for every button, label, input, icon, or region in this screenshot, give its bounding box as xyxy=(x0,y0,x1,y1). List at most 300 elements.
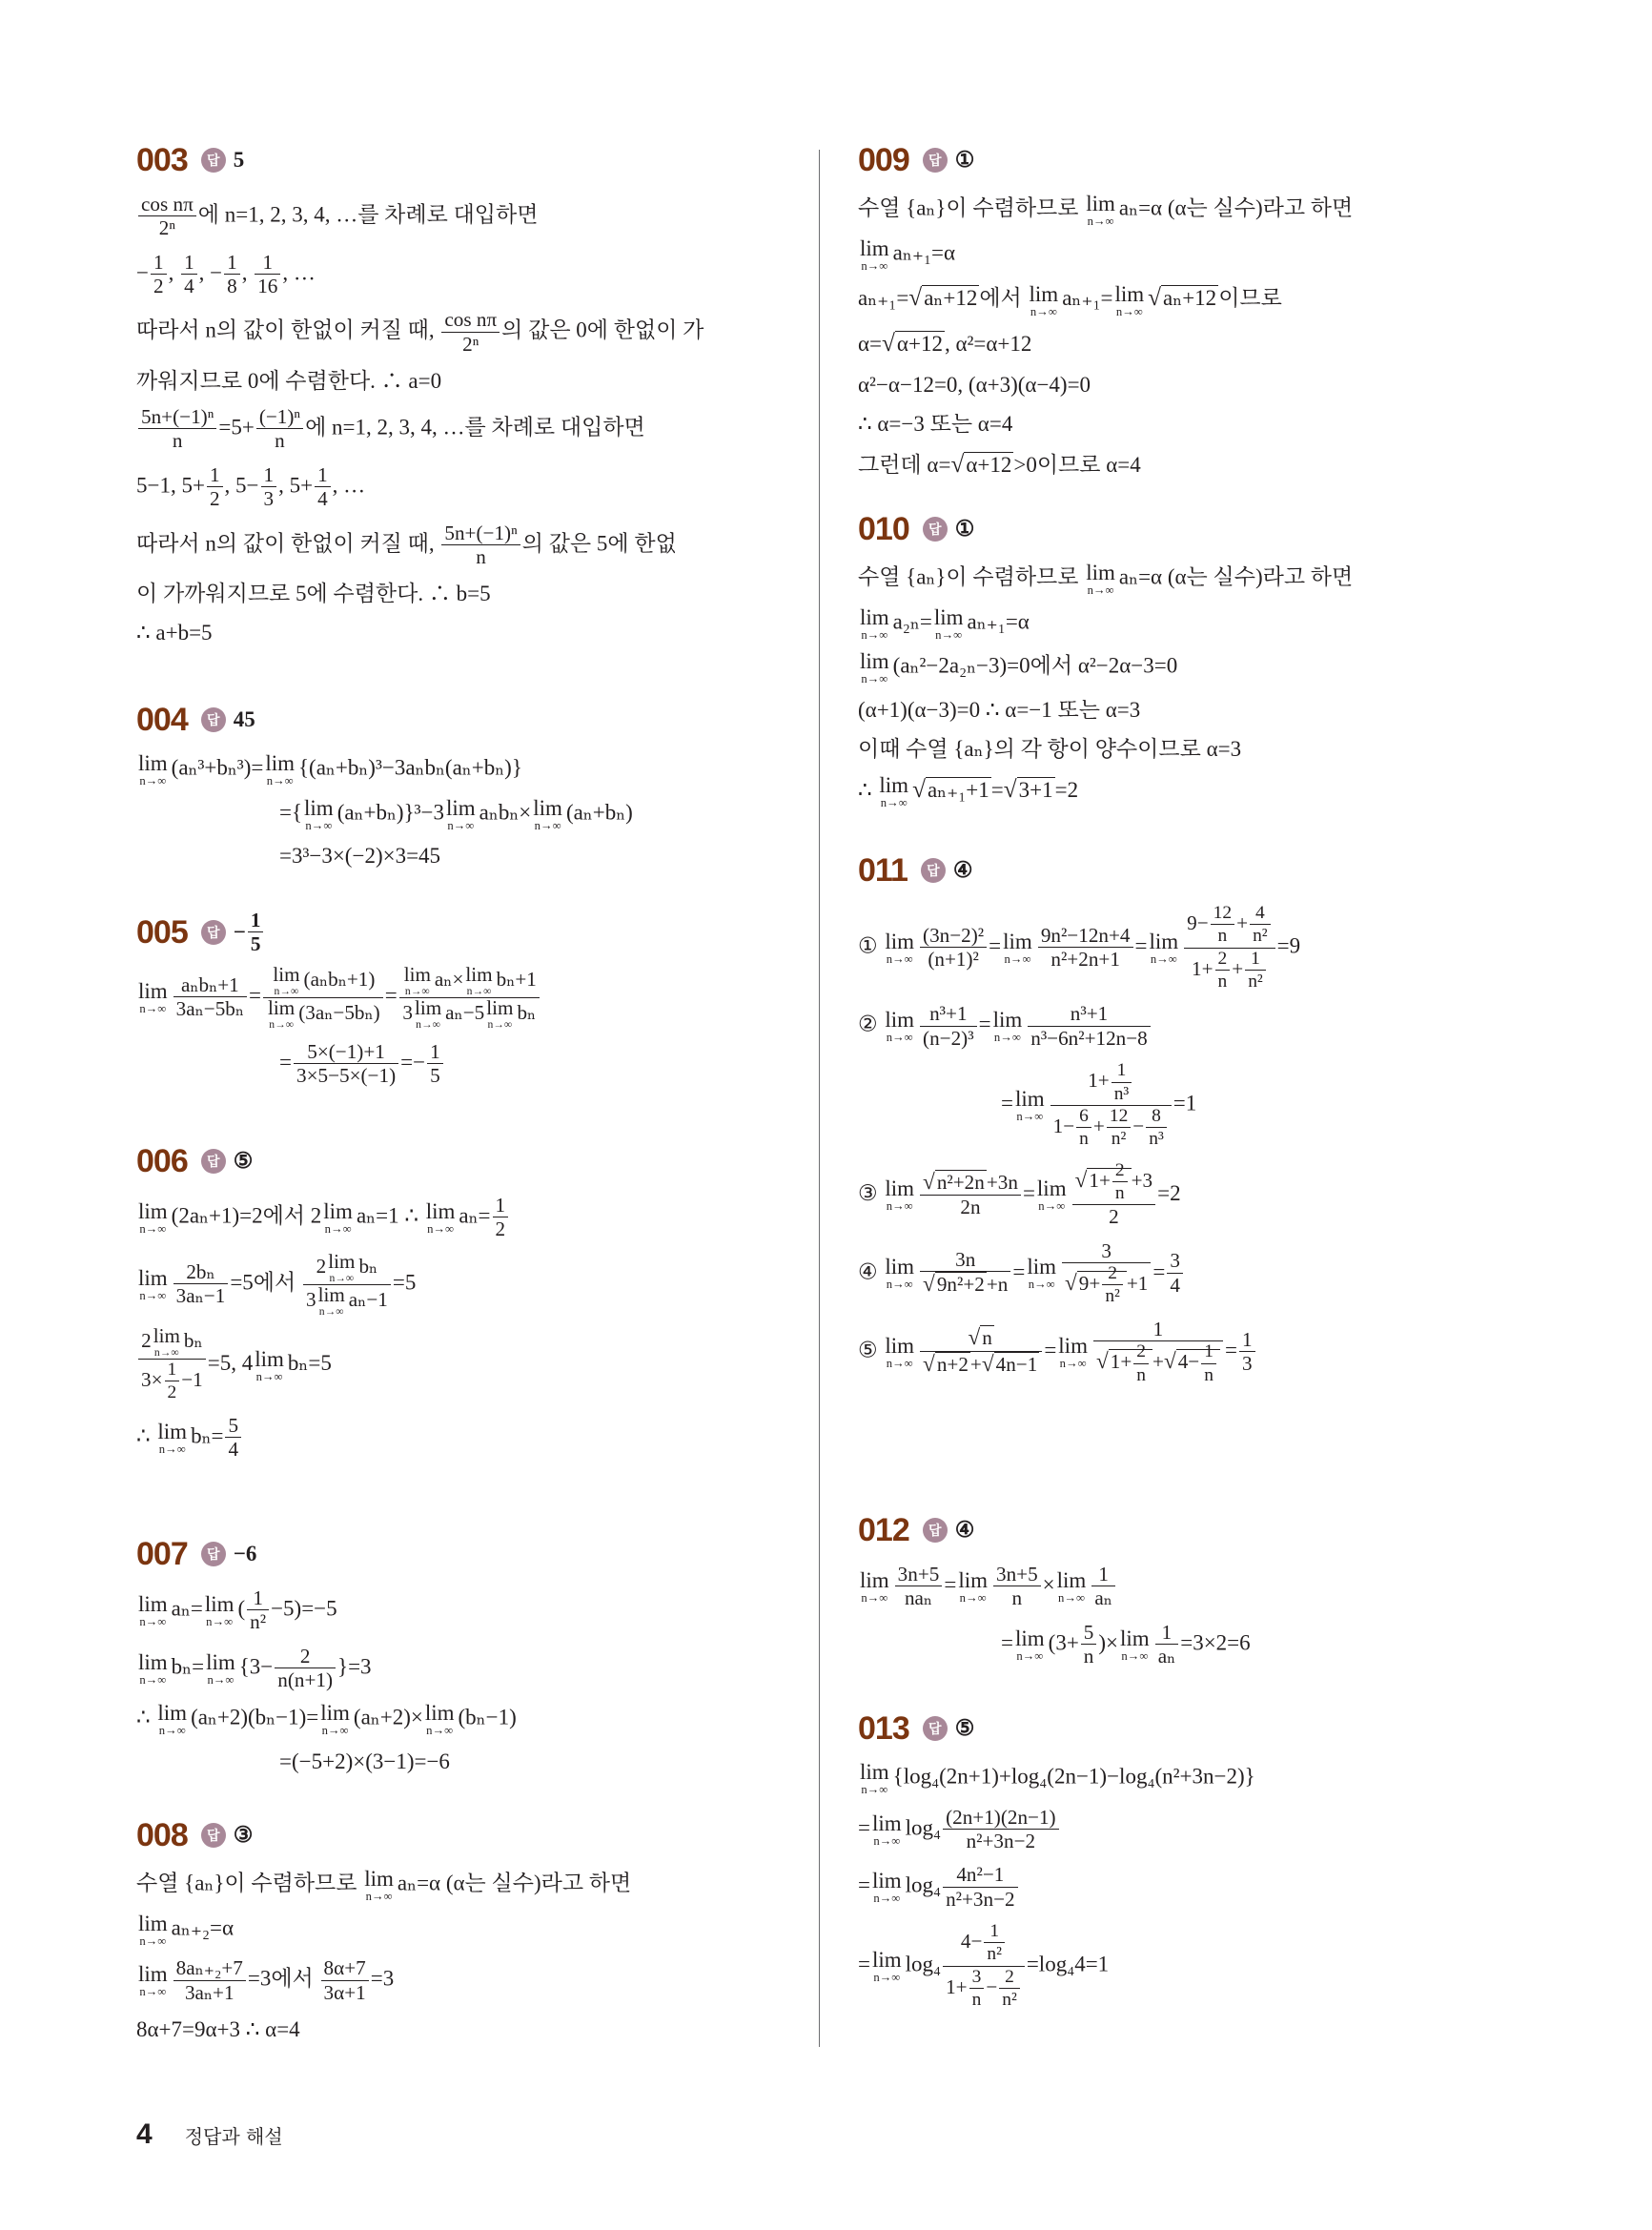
math-text: (3aₙ−5bₙ) xyxy=(298,1000,380,1024)
limit-subscript: n→∞ xyxy=(1030,304,1057,318)
math-text: ② xyxy=(858,1013,884,1037)
radical-sign-icon: √ xyxy=(882,330,895,358)
limit xyxy=(879,774,908,809)
solution-line xyxy=(858,1806,1525,1854)
denominator xyxy=(1038,948,1133,972)
math-text: 1 xyxy=(253,1586,263,1609)
limit-operator: lim xyxy=(885,1255,915,1279)
solution-line xyxy=(136,579,804,608)
fraction xyxy=(173,973,247,1022)
radical-sign-icon: √ xyxy=(968,1325,981,1350)
radicand xyxy=(895,331,945,356)
math-text: n xyxy=(1136,1364,1146,1385)
limit xyxy=(1149,931,1178,966)
solution-line xyxy=(858,1160,1525,1230)
math-text: +n xyxy=(986,1273,1009,1297)
math-text: aₙ₊₁=α xyxy=(967,609,1030,634)
fraction xyxy=(1250,903,1271,948)
math-text: 5 xyxy=(233,148,245,172)
square-root xyxy=(1065,1263,1127,1307)
math-text: 8 xyxy=(1152,1105,1161,1126)
answer-badge-icon: 답 xyxy=(201,1823,226,1848)
math-text: )× xyxy=(1098,1630,1119,1655)
math-text: (2aₙ+1)=2에서 2 xyxy=(171,1203,322,1228)
solution-line xyxy=(858,1060,1525,1150)
limit-operator: lim xyxy=(1014,1087,1045,1112)
limit xyxy=(1037,1177,1067,1213)
math-text: , … xyxy=(332,473,366,498)
limit xyxy=(1086,562,1115,597)
square-root xyxy=(923,1273,987,1296)
solution-line xyxy=(136,1913,804,1948)
numerator xyxy=(920,1002,977,1026)
limit-operator: lim xyxy=(1114,281,1145,306)
limit-subscript: n→∞ xyxy=(1004,951,1031,966)
limit-subscript: n→∞ xyxy=(139,774,167,788)
limit-operator: lim xyxy=(323,1199,353,1224)
math-text: log₄ xyxy=(905,1815,942,1840)
limit-subscript: n→∞ xyxy=(861,672,888,686)
square-root xyxy=(923,1353,970,1376)
math-text: = xyxy=(1152,1259,1166,1284)
limit-operator: lim xyxy=(1036,1176,1067,1200)
limit-operator: lim xyxy=(1086,192,1115,215)
solution-line xyxy=(136,522,804,570)
solution-line xyxy=(858,606,1525,642)
limit-operator: lim xyxy=(885,1333,915,1358)
limit xyxy=(885,931,914,966)
radical-sign-icon: √ xyxy=(1148,284,1162,312)
limit xyxy=(320,1702,350,1737)
denominator xyxy=(1201,1364,1216,1386)
denominator xyxy=(1146,1128,1167,1150)
numerator xyxy=(943,1921,1025,1967)
limit-subscript: n→∞ xyxy=(329,1271,355,1284)
math-text: ⑤ xyxy=(858,1338,884,1362)
solution-line xyxy=(136,1586,804,1635)
math-text: =3 xyxy=(370,1966,395,1991)
limit xyxy=(153,1326,180,1359)
numerator xyxy=(1184,903,1275,949)
limit-subscript: n→∞ xyxy=(365,1890,393,1903)
limit-operator: lim xyxy=(425,1199,456,1224)
numerator xyxy=(1215,949,1231,971)
math-text: n³+1 xyxy=(1070,1002,1109,1026)
math-text: 4 xyxy=(317,487,328,511)
math-text: =log₄4=1 xyxy=(1026,1952,1110,1976)
problem-number: 009 xyxy=(858,141,909,178)
limit xyxy=(1086,193,1115,228)
numerator xyxy=(943,1863,1018,1887)
radicand xyxy=(1077,1263,1127,1307)
math-text: 1+ xyxy=(1088,1069,1110,1093)
math-text: 5 xyxy=(228,1413,239,1437)
limit-operator: lim xyxy=(317,1282,345,1306)
math-text: = xyxy=(858,1872,870,1897)
math-text: n xyxy=(1217,926,1228,947)
radicand xyxy=(935,1170,987,1194)
math-text: = xyxy=(858,1815,870,1840)
answer-badge-icon: 답 xyxy=(923,1518,948,1543)
square-root xyxy=(1074,1159,1132,1204)
math-text: (n+1)² xyxy=(928,948,979,972)
limit-operator: lim xyxy=(1056,1568,1087,1593)
answer-badge-icon: 답 xyxy=(201,1149,226,1174)
math-text: bₙ= xyxy=(171,1654,205,1679)
solution-line xyxy=(136,1326,804,1404)
math-text: 3α+1 xyxy=(323,1980,366,2004)
solution-line xyxy=(136,308,804,357)
math-text: 2n xyxy=(960,1196,981,1219)
denominator xyxy=(1062,1263,1151,1308)
fraction xyxy=(261,463,277,512)
limit xyxy=(1030,283,1059,318)
math-text: 2 xyxy=(153,275,164,298)
limit xyxy=(446,797,476,832)
denominator xyxy=(493,1217,509,1241)
numerator xyxy=(294,1040,398,1064)
limit-operator: lim xyxy=(992,1008,1023,1033)
square-root xyxy=(950,450,1013,478)
denominator xyxy=(943,1967,1025,2012)
math-text: n xyxy=(476,544,486,568)
solution-body xyxy=(136,965,804,1088)
radical-sign-icon: √ xyxy=(1163,1349,1176,1375)
fraction xyxy=(275,1645,336,1693)
math-text: 2ⁿ xyxy=(158,216,175,240)
radicand xyxy=(935,1272,987,1296)
denominator xyxy=(1091,1586,1115,1610)
limit xyxy=(1058,1335,1088,1370)
limit-operator: lim xyxy=(885,929,915,953)
math-text: 1 xyxy=(1204,1341,1214,1362)
radical-sign-icon: √ xyxy=(923,1272,935,1298)
denominator xyxy=(173,1981,246,2005)
math-text: 2 xyxy=(495,1217,506,1241)
problem-012 xyxy=(858,1511,1525,1678)
math-text: ⑤ xyxy=(233,1149,254,1173)
numerator xyxy=(303,1249,391,1285)
fraction xyxy=(1184,903,1275,992)
numerator xyxy=(1081,1621,1097,1645)
math-text: , − xyxy=(198,260,223,285)
limit xyxy=(414,995,442,1031)
limit-subscript: n→∞ xyxy=(993,1031,1021,1045)
fraction xyxy=(1038,924,1133,972)
limit-subscript: n→∞ xyxy=(1058,1591,1085,1606)
problem-007 xyxy=(136,1535,804,1786)
math-text: − xyxy=(136,260,149,285)
math-text: α+12 xyxy=(896,332,943,357)
limit xyxy=(157,1421,187,1456)
math-text: aₙbₙ+1 xyxy=(180,972,239,996)
math-text: aₙbₙ× xyxy=(479,800,532,825)
fraction xyxy=(969,1967,985,2012)
radical-sign-icon: √ xyxy=(908,284,923,312)
math-text: 1 xyxy=(495,1194,506,1217)
math-text: 5 xyxy=(430,1063,440,1087)
math-text: 9− xyxy=(1187,911,1209,935)
math-text: n²+3n−2 xyxy=(946,1887,1015,1911)
math-text: log₄ xyxy=(905,1952,942,1976)
limit xyxy=(328,1249,356,1284)
limit-subscript: n→∞ xyxy=(1121,1648,1149,1663)
answer-badge-icon: 답 xyxy=(921,858,946,883)
numerator xyxy=(255,251,280,275)
denominator xyxy=(920,1272,1010,1299)
square-root xyxy=(1163,1341,1220,1385)
fraction xyxy=(920,1170,1021,1220)
denominator xyxy=(1081,1645,1097,1668)
limit-operator: lim xyxy=(860,1760,889,1784)
numerator xyxy=(1211,903,1234,925)
math-text: n² xyxy=(1253,926,1268,947)
denominator xyxy=(1167,1274,1183,1298)
limit-subscript: n→∞ xyxy=(1115,304,1143,318)
denominator xyxy=(1245,971,1266,992)
denominator xyxy=(138,1360,206,1404)
solution-line xyxy=(136,841,804,870)
math-text: 3aₙ+1 xyxy=(184,1980,235,2004)
fraction xyxy=(1093,1318,1223,1386)
limit-subscript: n→∞ xyxy=(266,774,294,788)
numerator xyxy=(1091,1563,1115,1586)
math-text: = xyxy=(978,1013,991,1037)
numerator xyxy=(181,251,197,275)
math-text: 1 xyxy=(1116,1060,1127,1081)
limit-operator: lim xyxy=(958,1568,988,1593)
limit xyxy=(1120,1627,1150,1663)
math-text: =3³−3×(−2)×3=45 xyxy=(279,844,441,869)
denominator xyxy=(224,275,240,298)
math-text: 3 xyxy=(1170,1249,1180,1273)
denominator xyxy=(1250,925,1271,947)
math-text: , 5+ xyxy=(278,473,314,498)
math-text: ∴ xyxy=(136,1423,156,1448)
math-text: =5에서 xyxy=(230,1270,301,1295)
limit-operator: lim xyxy=(1120,1626,1150,1650)
math-text: aₙ+12 xyxy=(924,286,978,311)
limit-operator: lim xyxy=(157,1701,188,1726)
limit xyxy=(138,1913,168,1948)
fraction xyxy=(1091,1563,1115,1611)
math-text: ① xyxy=(954,517,975,541)
math-text: − xyxy=(986,1975,998,1999)
numerator xyxy=(1239,1328,1255,1352)
math-text: n xyxy=(1114,1183,1125,1204)
fraction xyxy=(1050,1060,1172,1150)
math-text: =2 xyxy=(1054,778,1079,803)
numerator xyxy=(969,1967,985,1989)
math-text: aₙ₊₁= xyxy=(858,286,909,311)
solution-line xyxy=(136,405,804,454)
limit xyxy=(1057,1569,1087,1605)
denominator xyxy=(1155,1645,1179,1668)
math-text: 1 xyxy=(209,462,220,486)
denominator xyxy=(255,275,280,298)
denominator xyxy=(315,487,331,511)
limit xyxy=(885,1009,914,1044)
denominator xyxy=(920,1196,1021,1219)
fraction xyxy=(256,405,303,454)
limit-operator: lim xyxy=(885,1176,915,1200)
math-text: 수열 {aₙ}이 수렴하므로 xyxy=(136,1871,363,1895)
fraction xyxy=(1081,1621,1097,1669)
solution-line xyxy=(136,1645,804,1693)
math-text: α²−α−12=0, (α+3)(α−4)=0 xyxy=(858,372,1091,397)
numerator xyxy=(247,1586,269,1610)
solution-body xyxy=(858,1563,1525,1668)
fraction xyxy=(255,251,280,299)
math-text: =9 xyxy=(1276,933,1301,958)
limit-subscript: n→∞ xyxy=(935,627,963,642)
fraction xyxy=(1201,1341,1216,1386)
math-text: 8α+7=9α+3 ∴ α=4 xyxy=(136,2017,300,2042)
limit-subscript: n→∞ xyxy=(873,1892,901,1906)
math-text: n² xyxy=(250,1610,267,1634)
limit-operator: lim xyxy=(138,1649,168,1674)
math-text: ④ xyxy=(952,858,973,882)
math-text: ③ xyxy=(858,1180,884,1205)
math-text: 5 xyxy=(250,931,261,955)
math-text: aₙ= xyxy=(171,1596,203,1621)
problem-006 xyxy=(136,1142,804,1472)
math-text: 3 xyxy=(305,1287,316,1311)
limit xyxy=(425,1702,455,1737)
limit-subscript: n→∞ xyxy=(426,1724,454,1738)
limit-operator: lim xyxy=(328,1249,356,1273)
limit-operator: lim xyxy=(1086,561,1115,584)
math-text: a₂ₙ= xyxy=(892,609,932,634)
math-text: 5×(−1)+1 xyxy=(307,1039,385,1063)
numerator xyxy=(1076,1106,1091,1128)
numerator xyxy=(1072,1160,1156,1206)
math-text: 12 xyxy=(1109,1105,1129,1126)
limit xyxy=(265,752,295,788)
math-text: aₙ₊₂=α xyxy=(171,1915,235,1940)
math-text: ⑤ xyxy=(954,1716,975,1740)
math-text: 2 xyxy=(1114,1159,1125,1180)
limit xyxy=(885,1335,914,1370)
numerator xyxy=(165,1360,180,1381)
solution-line xyxy=(858,281,1525,317)
denominator xyxy=(984,1943,1005,1965)
fraction xyxy=(248,909,264,957)
math-text: aₙ₊₁+1 xyxy=(927,778,989,803)
math-text: 1− xyxy=(1052,1115,1075,1138)
denominator xyxy=(1215,971,1231,992)
numerator xyxy=(984,1921,1005,1943)
answer-value xyxy=(234,707,255,732)
limit-subscript: n→∞ xyxy=(886,1356,913,1370)
math-text: 45 xyxy=(233,707,255,731)
numerator xyxy=(943,1806,1059,1830)
fraction xyxy=(173,1956,246,2005)
limit-operator: lim xyxy=(204,1592,235,1617)
math-text: 3× xyxy=(141,1368,163,1392)
math-text: 3n+5 xyxy=(996,1563,1038,1586)
math-text: −5)=−5 xyxy=(271,1596,337,1621)
limit xyxy=(323,1200,353,1236)
math-text: 1 xyxy=(989,1921,1000,1942)
answer-badge-icon: 답 xyxy=(201,148,226,173)
solution-body xyxy=(858,903,1525,1386)
math-text: = xyxy=(1022,1180,1035,1205)
math-text: 9n²+2 xyxy=(936,1273,985,1297)
math-text: 5−1, 5+ xyxy=(136,473,205,498)
limit-operator: lim xyxy=(403,963,431,986)
math-text: 1 xyxy=(250,908,261,931)
limit xyxy=(1027,1256,1056,1291)
denominator xyxy=(173,997,247,1021)
solution-line xyxy=(136,1747,804,1776)
denominator xyxy=(1107,1128,1131,1150)
numerator xyxy=(441,522,520,545)
math-text: −6 xyxy=(233,1542,257,1565)
math-text: 의 값은 5에 한없 xyxy=(521,531,677,556)
answer-value xyxy=(955,1518,975,1543)
denominator xyxy=(943,1830,1059,1853)
math-text: =(−5+2)×(3−1)=−6 xyxy=(279,1749,450,1774)
math-text: = xyxy=(249,983,262,1008)
limit-subscript: n→∞ xyxy=(1059,1356,1087,1370)
square-root xyxy=(982,1353,1039,1376)
solution-body xyxy=(858,562,1525,809)
solution-line xyxy=(136,797,804,832)
math-text: = xyxy=(384,983,398,1008)
limit-subscript: n→∞ xyxy=(416,1017,440,1031)
math-text: 3 xyxy=(971,1966,982,1987)
limit xyxy=(273,965,299,997)
limit xyxy=(885,1256,914,1291)
fraction xyxy=(1102,1263,1123,1308)
math-text: 8 xyxy=(227,275,237,298)
numerator xyxy=(207,463,223,487)
radicand xyxy=(964,452,1013,477)
math-text: n+2 xyxy=(936,1352,969,1376)
math-text: 9n²−12n+4 xyxy=(1040,923,1131,947)
limit xyxy=(1114,283,1144,318)
math-text: , xyxy=(241,260,254,285)
limit-operator: lim xyxy=(320,1701,350,1726)
limit-operator: lim xyxy=(871,1947,902,1972)
limit-subscript: n→∞ xyxy=(873,1833,901,1848)
math-text: =3×2=6 xyxy=(1180,1630,1251,1655)
denominator xyxy=(441,545,520,569)
numerator xyxy=(315,463,331,487)
problem-008 xyxy=(136,1816,804,2054)
denominator xyxy=(1112,1182,1128,1204)
math-text: n²+2n+1 xyxy=(1050,948,1120,972)
math-text: 의 값은 0에 한없이 가 xyxy=(501,318,704,343)
limit xyxy=(404,965,431,997)
numerator xyxy=(1155,1621,1179,1645)
limit-operator: lim xyxy=(446,795,476,820)
numerator xyxy=(173,1260,229,1284)
limit xyxy=(138,1651,168,1687)
math-text: (2n+1)(2n−1) xyxy=(946,1805,1056,1829)
limit xyxy=(426,1200,456,1236)
problem-number: 011 xyxy=(858,851,908,889)
denominator xyxy=(165,1381,180,1403)
numerator xyxy=(138,405,216,429)
radicand xyxy=(926,777,991,802)
limit-operator: lim xyxy=(1058,1333,1088,1358)
limit-subscript: n→∞ xyxy=(321,1724,349,1738)
limit-subscript: n→∞ xyxy=(534,818,561,832)
limit xyxy=(1015,1088,1045,1123)
denominator xyxy=(256,429,303,453)
